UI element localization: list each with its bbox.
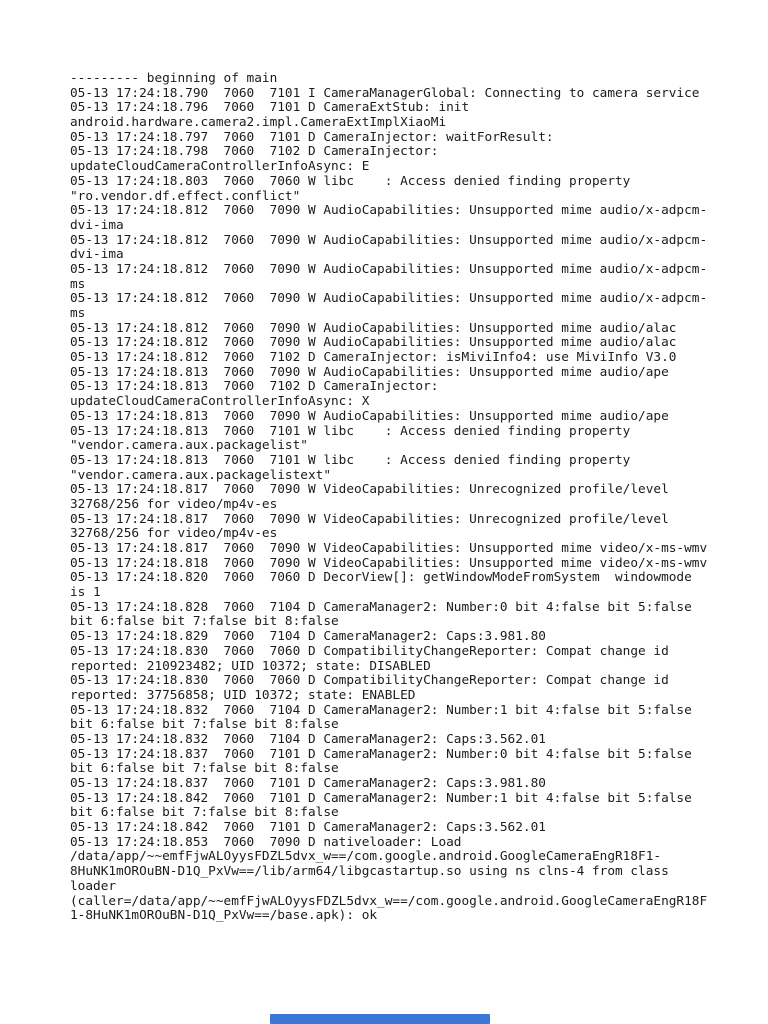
log-line: 05-13 17:24:18.832 7060 7104 D CameraManager2: Number:1 bit 4:false bit 5:false xyxy=(70,702,692,718)
log-line: "vendor.camera.aux.packagelist" xyxy=(70,438,308,454)
log-line: 05-13 17:24:18.828 7060 7104 D CameraManager2: Number:0 bit 4:false bit 5:false xyxy=(70,599,692,615)
log-line: 05-13 17:24:18.829 7060 7104 D CameraManager2: Caps:3.981.80 xyxy=(70,629,546,645)
log-line: (caller=/data/app/~~emfFjwALOyysFDZL5dvx_w==/com.google.android.GoogleCameraEngR18F xyxy=(70,893,708,909)
log-line: 05-13 17:24:18.812 7060 7090 W AudioCapabilities: Unsupported mime audio/alac xyxy=(70,320,677,336)
log-line: android.hardware.camera2.impl.CameraExtImplXiaoMi xyxy=(70,115,447,131)
log-line: bit 6:false bit 7:false bit 8:false xyxy=(70,717,339,733)
log-line: 05-13 17:24:18.818 7060 7090 W VideoCapabilities: Unsupported mime video/x-ms-wmv xyxy=(70,555,708,571)
log-line: 05-13 17:24:18.813 7060 7102 D CameraInjector: xyxy=(70,379,439,395)
log-line: 05-13 17:24:18.853 7060 7090 D nativeloader: Load xyxy=(70,834,462,850)
log-line: 32768/256 for video/mp4v-es xyxy=(70,526,278,542)
log-line: 05-13 17:24:18.790 7060 7101 I CameraManagerGlobal: Connecting to camera service xyxy=(70,85,700,101)
log-line: ms xyxy=(70,276,86,292)
log-line: updateCloudCameraControllerInfoAsync: E xyxy=(70,159,370,175)
log-line: 05-13 17:24:18.812 7060 7090 W AudioCapabilities: Unsupported mime audio/alac xyxy=(70,335,677,351)
log-line: 05-13 17:24:18.812 7060 7090 W AudioCapabilities: Unsupported mime audio/x-adpcm- xyxy=(70,232,708,248)
page-indicator-bar[interactable] xyxy=(270,1014,490,1024)
log-line: reported: 37756858; UID 10372; state: ENABLED xyxy=(70,687,416,703)
log-line: 05-13 17:24:18.813 7060 7101 W libc : Access denied finding property xyxy=(70,423,631,439)
log-line: --------- beginning of main xyxy=(70,71,278,86)
log-line: "ro.vendor.df.effect.conflict" xyxy=(70,188,301,204)
log-line: 05-13 17:24:18.817 7060 7090 W VideoCapabilities: Unsupported mime video/x-ms-wmv xyxy=(70,541,708,556)
log-line: bit 6:false bit 7:false bit 8:false xyxy=(70,805,339,821)
log-line: dvi-ima xyxy=(70,247,124,263)
log-line: 05-13 17:24:18.842 7060 7101 D CameraManager2: Caps:3.562.01 xyxy=(70,820,546,836)
log-line: 05-13 17:24:18.813 7060 7090 W AudioCapabilities: Unsupported mime audio/ape xyxy=(70,408,669,424)
log-line: updateCloudCameraControllerInfoAsync: X xyxy=(70,394,370,410)
log-line: 32768/256 for video/mp4v-es xyxy=(70,496,278,512)
log-line: 05-13 17:24:18.803 7060 7060 W libc : Access denied finding property xyxy=(70,173,631,189)
log-line: 05-13 17:24:18.812 7060 7090 W AudioCapabilities: Unsupported mime audio/x-adpcm- xyxy=(70,261,708,277)
log-line: 05-13 17:24:18.817 7060 7090 W VideoCapabilities: Unrecognized profile/level xyxy=(70,482,669,498)
log-line: 05-13 17:24:18.797 7060 7101 D CameraInjector: waitForResult: xyxy=(70,129,554,145)
log-line: loader xyxy=(70,878,117,894)
log-line: 05-13 17:24:18.812 7060 7102 D CameraInjector: isMiviInfo4: use MiviInfo V3.0 xyxy=(70,350,677,366)
log-line: 05-13 17:24:18.796 7060 7101 D CameraExtStub: init xyxy=(70,100,470,116)
log-line: 05-13 17:24:18.812 7060 7090 W AudioCapabilities: Unsupported mime audio/x-adpcm- xyxy=(70,291,708,307)
log-line: /data/app/~~emfFjwALOyysFDZL5dvx_w==/com.google.android.GoogleCameraEngR18F1- xyxy=(70,849,662,865)
log-line: bit 6:false bit 7:false bit 8:false xyxy=(70,761,339,777)
log-line: 05-13 17:24:18.842 7060 7101 D CameraManager2: Number:1 bit 4:false bit 5:false xyxy=(70,790,692,806)
log-line: 05-13 17:24:18.817 7060 7090 W VideoCapabilities: Unrecognized profile/level xyxy=(70,511,669,527)
log-line: 05-13 17:24:18.837 7060 7101 D CameraManager2: Number:0 bit 4:false bit 5:false xyxy=(70,746,692,762)
log-text xyxy=(70,72,718,924)
log-line: 05-13 17:24:18.812 7060 7090 W AudioCapabilities: Unsupported mime audio/x-adpcm- xyxy=(70,203,708,219)
log-line: dvi-ima xyxy=(70,217,124,233)
log-line: reported: 210923482; UID 10372; state: DISABLED xyxy=(70,658,431,674)
log-line: bit 6:false bit 7:false bit 8:false xyxy=(70,614,339,630)
log-line: 1-8HuNK1mOROuBN-D1Q_PxVw==/base.apk): ok xyxy=(70,908,378,924)
log-line: 05-13 17:24:18.798 7060 7102 D CameraInjector: xyxy=(70,144,439,160)
log-line: 05-13 17:24:18.813 7060 7090 W AudioCapabilities: Unsupported mime audio/ape xyxy=(70,364,669,380)
log-line: ms xyxy=(70,306,86,321)
log-line: 05-13 17:24:18.830 7060 7060 D CompatibilityChangeReporter: Compat change id xyxy=(70,673,669,689)
log-line: 05-13 17:24:18.837 7060 7101 D CameraManager2: Caps:3.981.80 xyxy=(70,776,546,791)
log-line: 05-13 17:24:18.832 7060 7104 D CameraManager2: Caps:3.562.01 xyxy=(70,731,546,747)
log-line: 8HuNK1mOROuBN-D1Q_PxVw==/lib/arm64/libgcastartup.so using ns clns-4 from class xyxy=(70,864,669,880)
log-line: is 1 xyxy=(70,585,101,601)
log-line: "vendor.camera.aux.packagelistext" xyxy=(70,467,331,483)
log-line: 05-13 17:24:18.813 7060 7101 W libc : Access denied finding property xyxy=(70,452,631,468)
log-line: 05-13 17:24:18.820 7060 7060 D DecorView[]: getWindowModeFromSystem windowmode xyxy=(70,570,692,586)
log-line: 05-13 17:24:18.830 7060 7060 D CompatibilityChangeReporter: Compat change id xyxy=(70,643,669,659)
